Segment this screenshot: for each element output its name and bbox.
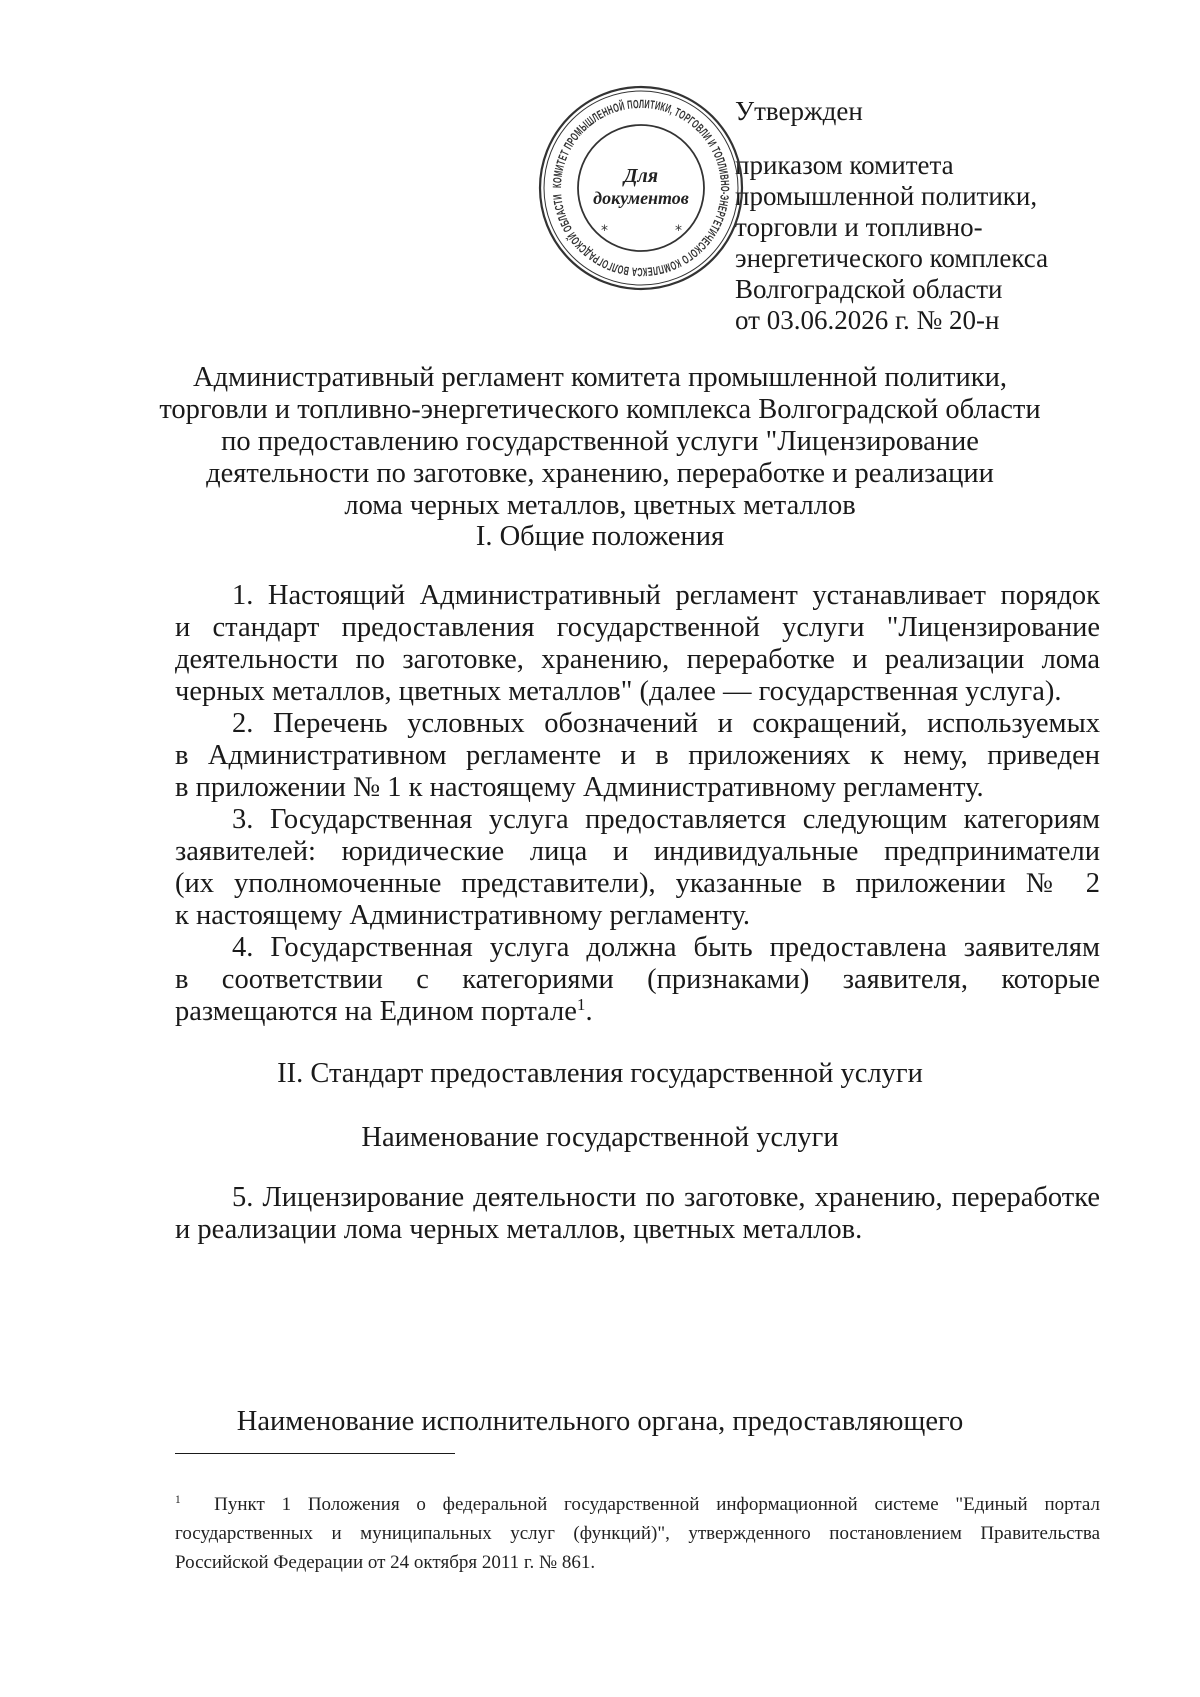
stamp-ring-text: КОМИТЕТ ПРОМЫШЛЕННОЙ ПОЛИТИКИ, ТОРГОВЛИ И ТОПЛИВНО-ЭНЕРГЕТИЧЕСКОГО КОМПЛЕКСА ВОЛГОГРАДСКОЙ ОБЛАСТИ bbox=[549, 96, 733, 280]
footnote bbox=[175, 1490, 1100, 1577]
approval-line: от 03.06.2026 г. № 20-н bbox=[735, 305, 1000, 335]
title-line: по предоставлению государственной услуги "Лицензирование bbox=[221, 426, 979, 457]
paragraph-line: деятельности по заготовке, хранению, переработке и реализации лома bbox=[175, 644, 1100, 675]
paragraph-5 bbox=[175, 1182, 1100, 1246]
subsection-heading: Наименование государственной услуги bbox=[361, 1122, 839, 1153]
paragraph-end: . bbox=[585, 996, 593, 1027]
title-line: торговли и топливно-энергетического комплекса Волгоградской области bbox=[159, 394, 1041, 425]
paragraph-line: заявителей: юридические лица и индивидуальные предприниматели bbox=[175, 836, 1100, 867]
approval-line: Волгоградской области bbox=[735, 274, 1003, 304]
footnote-marker: 1 bbox=[175, 1494, 181, 1507]
paragraph-line: и стандарт предоставления государственной услуги "Лицензирование bbox=[175, 612, 1100, 643]
subsection-heading: Наименование исполнительного органа, предоставляющего bbox=[236, 1406, 964, 1437]
paragraph-1 bbox=[175, 580, 1100, 708]
stamp-center-text: документов bbox=[593, 188, 689, 208]
approval-block bbox=[735, 96, 1065, 336]
title-line: Административный регламент комитета промышленной политики, bbox=[193, 362, 1007, 393]
footnote-line: государственных и муниципальных услуг (функций)", утвержденного постановлением Правительства bbox=[175, 1523, 1100, 1544]
paragraph-line: 3. Государственная услуга предоставляется следующим категориям bbox=[232, 804, 1100, 835]
stamp-star-left: * bbox=[601, 223, 608, 239]
document-title bbox=[150, 362, 1050, 522]
paragraph-line: и реализации лома черных металлов, цветных металлов. bbox=[175, 1214, 863, 1245]
paragraph-4 bbox=[175, 932, 1100, 1028]
footnote-divider bbox=[175, 1453, 455, 1454]
footnote-line: Российской Федерации от 24 октября 2011 г. № 861. bbox=[175, 1552, 596, 1573]
paragraph-line: 5. Лицензирование деятельности по заготовке, хранению, переработке bbox=[232, 1182, 1100, 1213]
paragraph-line: в соответствии с категориями (признаками) заявителя, которые bbox=[175, 964, 1100, 995]
paragraph-line: к настоящему Административному регламенту. bbox=[175, 900, 750, 931]
paragraph-line: черных металлов, цветных металлов" (далее — государственная услуга). bbox=[175, 676, 1062, 707]
approval-line: промышленной политики, bbox=[735, 181, 1038, 211]
paragraph-2 bbox=[175, 708, 1100, 804]
paragraph-3 bbox=[175, 804, 1100, 932]
approval-line: Утвержден bbox=[735, 96, 863, 126]
approval-line: торговли и топливно- bbox=[735, 212, 983, 242]
paragraph-line: 1. Настоящий Административный регламент устанавливает порядок bbox=[232, 580, 1100, 611]
section-heading: I. Общие положения bbox=[475, 521, 725, 552]
paragraph-text: размещаются на Едином портале bbox=[175, 996, 577, 1027]
approval-line: энергетического комплекса bbox=[735, 243, 1049, 273]
title-line: деятельности по заготовке, хранению, переработке и реализации bbox=[206, 458, 994, 489]
footnote-line bbox=[175, 1490, 1100, 1519]
paragraph-line: (их уполномоченные представители), указанные в приложении № 2 bbox=[175, 868, 1100, 899]
paragraph-line: 4. Государственная услуга должна быть предоставлена заявителям bbox=[232, 932, 1100, 963]
official-stamp bbox=[535, 82, 747, 294]
footnote-text: Пункт 1 Положения о федеральной государственной информационной системе "Единый портал bbox=[214, 1494, 1100, 1515]
section-heading: II. Стандарт предоставления государственной услуги bbox=[277, 1058, 923, 1089]
approval-line: приказом комитета bbox=[735, 150, 954, 180]
paragraph-line: в Административном регламенте и в приложениях к нему, приведен bbox=[175, 740, 1100, 771]
title-line: лома черных металлов, цветных металлов bbox=[344, 490, 856, 521]
stamp-star-right: * bbox=[675, 223, 682, 239]
stamp-center-text: Для bbox=[623, 165, 659, 187]
footnote-reference[interactable]: 1 bbox=[576, 994, 586, 1014]
paragraph-line: 2. Перечень условных обозначений и сокращений, используемых bbox=[232, 708, 1100, 739]
paragraph-line: в приложении № 1 к настоящему Административному регламенту. bbox=[175, 772, 984, 803]
paragraph-line-with-footnote bbox=[175, 996, 1100, 1028]
